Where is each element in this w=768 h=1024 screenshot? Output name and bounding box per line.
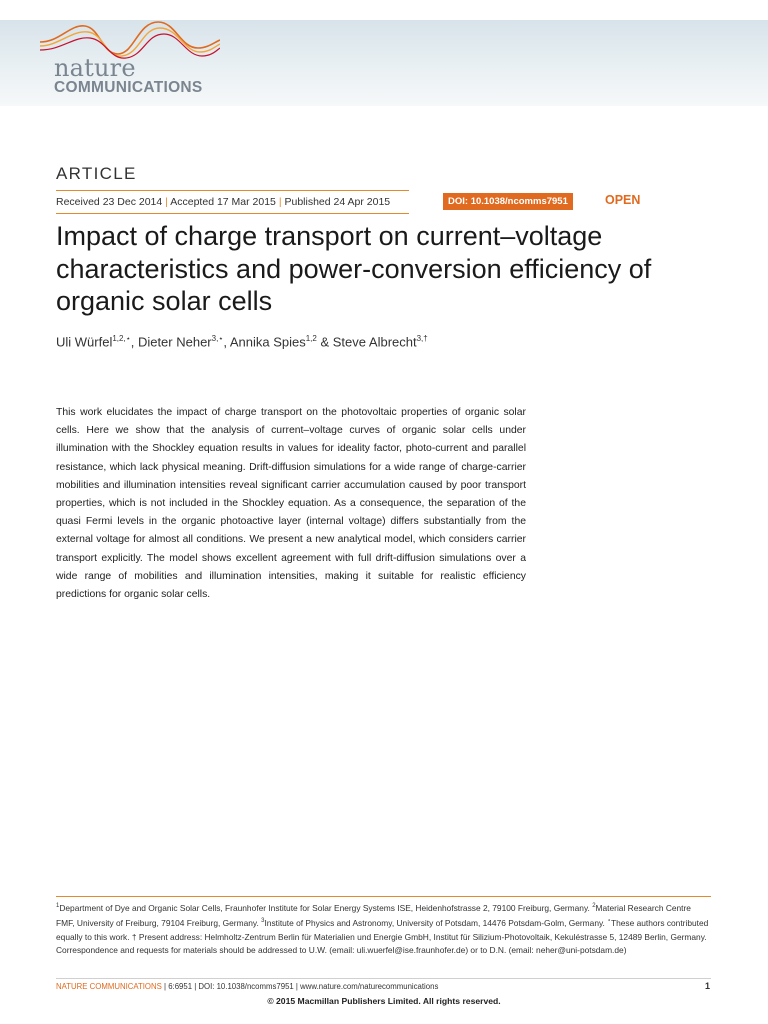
- affiliation-mark: 1: [56, 903, 60, 909]
- author-separator: ,: [130, 334, 138, 350]
- author-separator: ,: [223, 334, 230, 350]
- author-name[interactable]: Annika Spies: [229, 334, 306, 350]
- accepted-date: Accepted 17 Mar 2015: [170, 196, 276, 208]
- author-name[interactable]: Uli Würfel: [56, 334, 113, 350]
- logo-nature-text: nature: [54, 54, 136, 82]
- received-date: Received 23 Dec 2014: [56, 196, 163, 208]
- author-name[interactable]: Steve Albrecht: [332, 334, 417, 350]
- author-list: [56, 334, 676, 349]
- author-affiliation-marks: 3,†: [416, 334, 428, 343]
- footer-citation: [56, 982, 438, 991]
- affiliation-mark: 3: [261, 918, 265, 925]
- author-affiliation-marks: 1,2: [305, 334, 317, 343]
- date-separator: |: [278, 196, 282, 208]
- date-separator: |: [165, 196, 168, 208]
- open-access-label: OPEN: [605, 193, 641, 207]
- affiliation-text: Material Research Centre FMF, University of Freiburg, 79104 Freiburg, Germany.: [56, 902, 691, 929]
- article-title: Impact of charge transport on current–voltage characteristics and power-conversion efficiency of organic solar cells: [56, 221, 652, 316]
- logo-wave-1: [40, 22, 220, 54]
- logo-communications-text: COMMUNICATIONS: [54, 79, 203, 96]
- article-type-label: ARTICLE: [56, 164, 137, 183]
- publication-dates: [56, 190, 409, 214]
- footer-citation-text: | 6:6951 | DOI: 10.1038/ncomms7951 | www.nature.com/naturecommunications: [161, 982, 439, 991]
- affiliations-block: [56, 900, 711, 958]
- affiliation-text: Department of Dye and Organic Solar Cells, Fraunhofer Institute for Solar Energy Systems ISE, Heidenhofstrasse 2, 79100 Freiburg, Germany.: [59, 902, 593, 913]
- page-number: 1: [705, 981, 711, 991]
- footer-journal-name: NATURE COMMUNICATIONS: [56, 982, 162, 991]
- copyright-notice: © 2015 Macmillan Publishers Limited. All rights reserved.: [267, 996, 501, 1006]
- author-separator: &: [316, 334, 333, 350]
- doi-badge[interactable]: DOI: 10.1038/ncomms7951: [443, 193, 573, 210]
- published-date: Published 24 Apr 2015: [284, 196, 391, 208]
- footer-divider: [56, 978, 711, 979]
- correspondence-text: These authors contributed equally to this work. † Present address: Helmholtz-Zentrum Berlin für Materialien und Energie GmbH, Institut für Silizium-Photovoltaik, Kekuléstrasse 5, 12489 Berlin, Germany. Correspondence and requests for materials should be addressed to U.W. (email: uli.wuerfel@ise.fraunhofer.de) or to D.N. (email: neher@uni-potsdam.de): [56, 918, 709, 956]
- affiliation-mark: 2: [592, 903, 596, 909]
- author-name[interactable]: Dieter Neher: [137, 334, 212, 350]
- affiliation-mark: ⋆: [607, 918, 611, 925]
- author-affiliation-marks: 1,2,⋆: [112, 334, 131, 343]
- author-affiliation-marks: 3,⋆: [211, 334, 224, 343]
- affiliation-text: Institute of Physics and Astronomy, University of Potsdam, 14476 Potsdam-Golm, Germany.: [264, 918, 608, 929]
- abstract-paragraph: This work elucidates the impact of charge transport on the photovoltaic properties of organic solar cells. Here we show that the analysis of current–voltage curves of organic solar cells under illumination with the Shockley equation results in values for ideality factor, photo-current and parallel resistance, which lack physical meaning. Drift-diffusion simulations for a wide range of charge-carrier mobilities and illumination intensities reveal significant carrier accumulation caused by poor transport properties, which is not included in the Shockley equation. As a consequence, the separation of the quasi Fermi levels in the organic photoactive layer (internal voltage) differs substantially from the external voltage for almost all conditions. We present a new analytical model, which considers carrier transport explicitly. The model shows excellent agreement with full drift-diffusion simulations over a wide range of mobilities and illumination intensities, making it suitable for realistic efficiency predictions for organic solar cells.: [56, 407, 526, 601]
- affiliations-divider: [56, 896, 711, 897]
